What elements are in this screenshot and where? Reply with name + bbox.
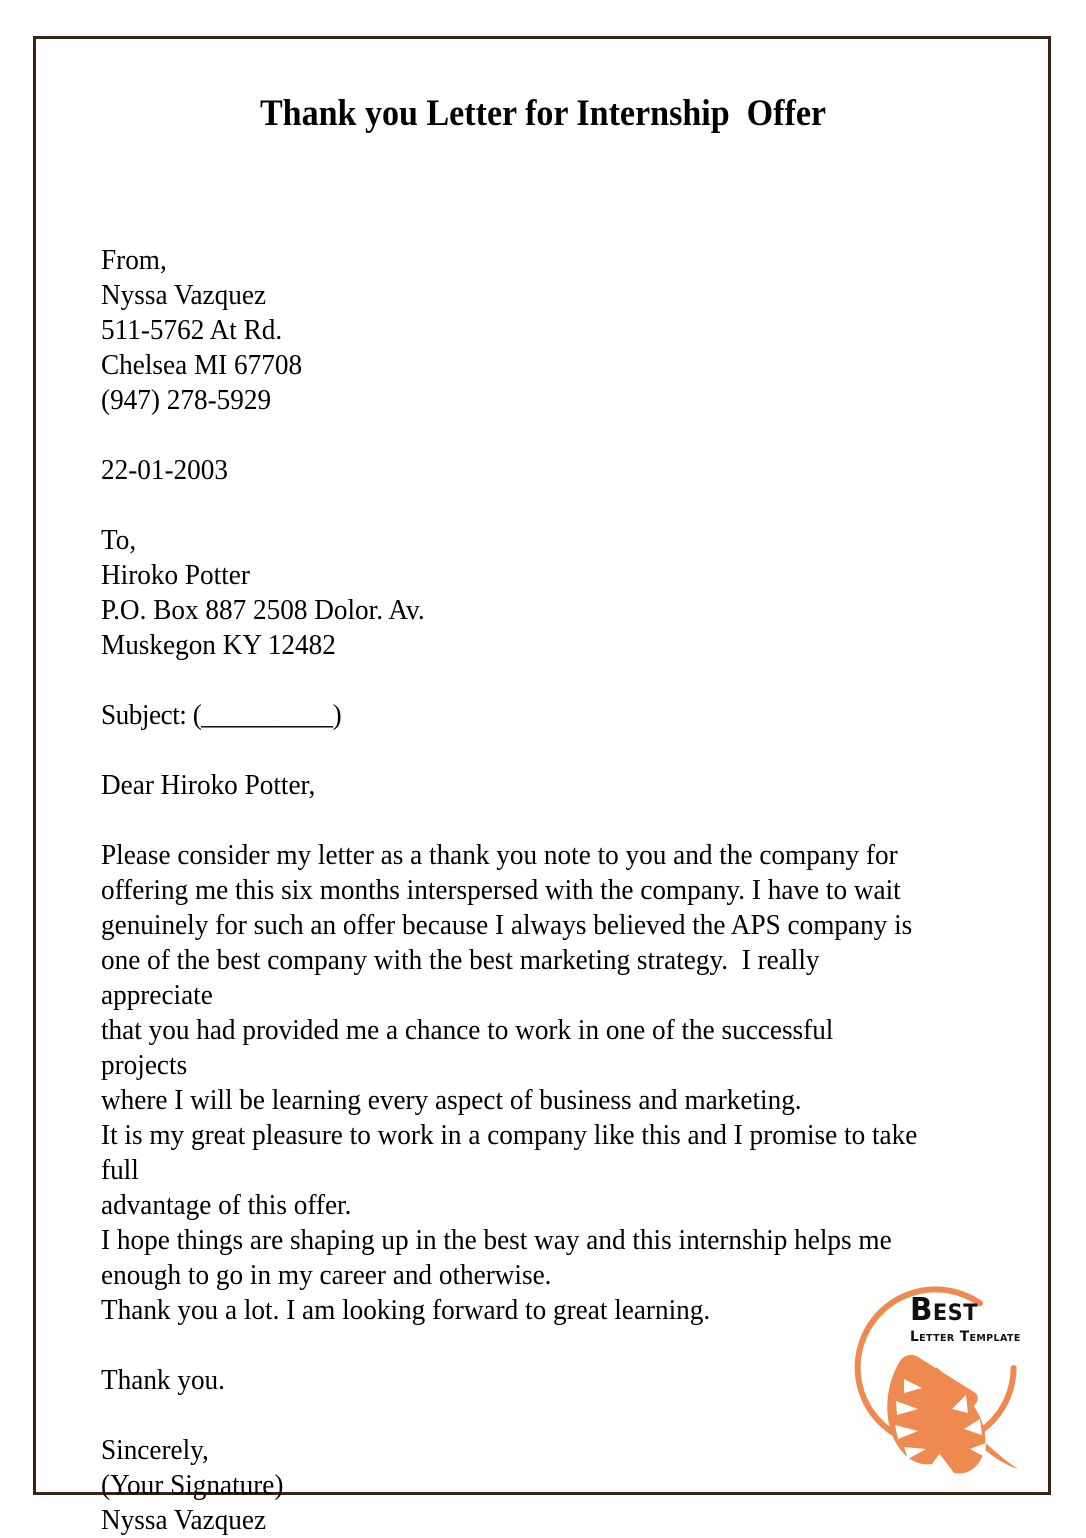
letter-date: 22-01-2003 xyxy=(101,455,229,486)
spacer-after-salutation xyxy=(101,803,961,838)
body-line: advantage of this offer. xyxy=(101,1190,352,1221)
brand-logo xyxy=(848,1283,1038,1478)
spacer-after-subject xyxy=(101,733,961,768)
logo-brand-name: Best xyxy=(910,1292,978,1328)
body-line: genuinely for such an offer because I always believed the APS company is xyxy=(101,910,913,941)
subject-line[interactable]: Subject: (__________) xyxy=(101,700,342,731)
body-line: that you had provided me a chance to work in one of the successful projects xyxy=(101,1015,841,1081)
sender-name: Nyssa Vazquez xyxy=(101,280,267,311)
recipient-street: P.O. Box 887 2508 Dolor. Av. xyxy=(101,595,425,626)
thanks-line: Thank you. xyxy=(101,1365,225,1396)
logo-tagline: Letter Template xyxy=(910,1329,1021,1345)
sender-city-state-zip: Chelsea MI 67708 xyxy=(101,350,303,381)
body-line: enough to go in my career and otherwise. xyxy=(101,1260,552,1291)
spacer-after-recipient xyxy=(101,663,961,698)
body-line: It is my great pleasure to work in a company like this and I promise to take full xyxy=(101,1120,925,1186)
letter-body xyxy=(101,243,961,1538)
sender-phone: (947) 278-5929 xyxy=(101,385,272,416)
sender-label: From, xyxy=(101,245,167,276)
recipient-block xyxy=(101,523,961,663)
closing-block xyxy=(101,1433,961,1538)
body-paragraphs xyxy=(101,838,961,1328)
page-title: Thank you Letter for Internship Offer xyxy=(259,93,827,134)
salutation: Dear Hiroko Potter, xyxy=(101,770,316,801)
sender-block xyxy=(101,243,961,418)
body-line: Please consider my letter as a thank you note to you and the company for xyxy=(101,840,898,871)
sender-street: 511-5762 At Rd. xyxy=(101,315,283,346)
body-line: Thank you a lot. I am looking forward to great learning. xyxy=(101,1295,711,1326)
spacer-after-date xyxy=(101,488,961,523)
closing-name: Nyssa Vazquez xyxy=(101,1505,267,1536)
spacer-after-thanks xyxy=(101,1398,961,1433)
body-line: where I will be learning every aspect of business and marketing. xyxy=(101,1085,802,1116)
recipient-label: To, xyxy=(101,525,137,556)
body-line: offering me this six months interspersed with the company. I have to wait xyxy=(101,875,901,906)
closing-sincerely: Sincerely, xyxy=(101,1435,209,1466)
logo-text-block xyxy=(910,1293,1040,1347)
spacer-after-body xyxy=(101,1328,961,1363)
spacer-after-sender xyxy=(101,418,961,453)
body-line: one of the best company with the best marketing strategy. I really appreciate xyxy=(101,945,827,1011)
body-line: I hope things are shaping up in the best way and this internship helps me xyxy=(101,1225,892,1256)
signature-placeholder[interactable]: (Your Signature) xyxy=(101,1470,284,1501)
recipient-name: Hiroko Potter xyxy=(101,560,250,591)
recipient-city-state-zip: Muskegon KY 12482 xyxy=(101,630,336,661)
